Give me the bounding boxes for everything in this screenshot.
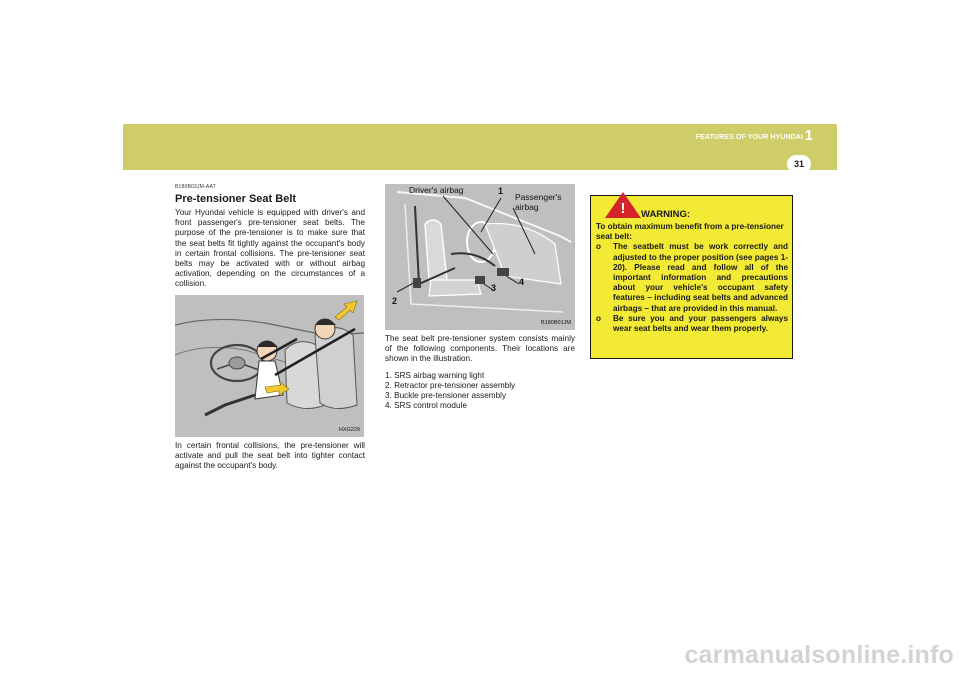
warning-bullet: o: [596, 313, 602, 323]
warning-body: [596, 222, 788, 334]
pretensioner-illustration: [175, 295, 364, 437]
components-intro: The seat belt pre-tensioner system consists mainly of the following components. Their locations are shown in the illustration.: [385, 334, 575, 364]
watermark: carmanualsonline.info: [684, 641, 954, 669]
figure2-code: B180B01JM: [541, 320, 571, 326]
chapter-number: 1: [804, 127, 813, 144]
label-driver-airbag: Driver's airbag: [409, 185, 464, 195]
warning-exclamation: !: [620, 200, 626, 217]
warning-item: [596, 314, 788, 334]
section-title: Pre-tensioner Seat Belt: [175, 193, 297, 205]
component-number-4: 4: [519, 277, 525, 287]
component-number-2: 2: [392, 296, 398, 306]
figure1-caption: In certain frontal collisions, the pre-tensioner will activate and pull the seat belt into tighter contact against the occupant's body.: [175, 441, 365, 471]
components-illustration: [385, 184, 575, 330]
warning-item: [596, 242, 788, 313]
section-ref-code: B180B03JM-AAT: [175, 184, 216, 190]
warning-intro: To obtain maximum benefit from a pre-tensioner seat belt:: [596, 222, 784, 242]
warning-title: WARNING:: [641, 209, 691, 220]
warning-item-text: The seatbelt must be work correctly and adjusted to the proper position (see pages 1-20). Please read and follow all of the important information and precautions about your vehicle's occupant safety features – including seat belts and advanced airbags – that are provided in this manual.: [613, 242, 788, 313]
list-item: 3. Buckle pre-tensioner assembly: [385, 391, 507, 401]
components-column: [385, 334, 575, 411]
list-item: 2. Retractor pre-tensioner assembly: [385, 380, 516, 390]
label-passenger-airbag-2: airbag: [515, 202, 539, 212]
components-list: [385, 371, 575, 412]
section-intro: Your Hyundai vehicle is equipped with driver's and front passenger's pre-tensioner seat belts. The purpose of the pre-tensioner is to make sure that the seat belts fit tightly against the occupant's body in certain frontal collisions. The pre-tensioner seat belts may be activated with or without airbag activation, depending on the circumstances of a collision.: [175, 208, 365, 289]
warning-box: [590, 195, 793, 359]
warning-bullet: o: [596, 242, 602, 252]
figure1-code: HXG229: [338, 427, 360, 433]
page-number: 31: [787, 155, 811, 173]
list-item: 1. SRS airbag warning light: [385, 370, 485, 380]
component-number-1: 1: [498, 186, 504, 196]
list-item: 4. SRS control module: [385, 401, 467, 411]
components-drawing: [385, 184, 575, 330]
pretensioner-drawing: [175, 295, 364, 437]
component-number-3: 3: [491, 283, 497, 293]
section-column: [175, 184, 365, 290]
header-band: [123, 124, 837, 170]
label-passenger-airbag-1: Passenger's: [515, 192, 562, 202]
chapter-label: FEATURES OF YOUR HYUNDAI: [695, 134, 803, 141]
warning-item-text: Be sure you and your passengers always wear seat belts and wear them properly.: [613, 313, 788, 334]
